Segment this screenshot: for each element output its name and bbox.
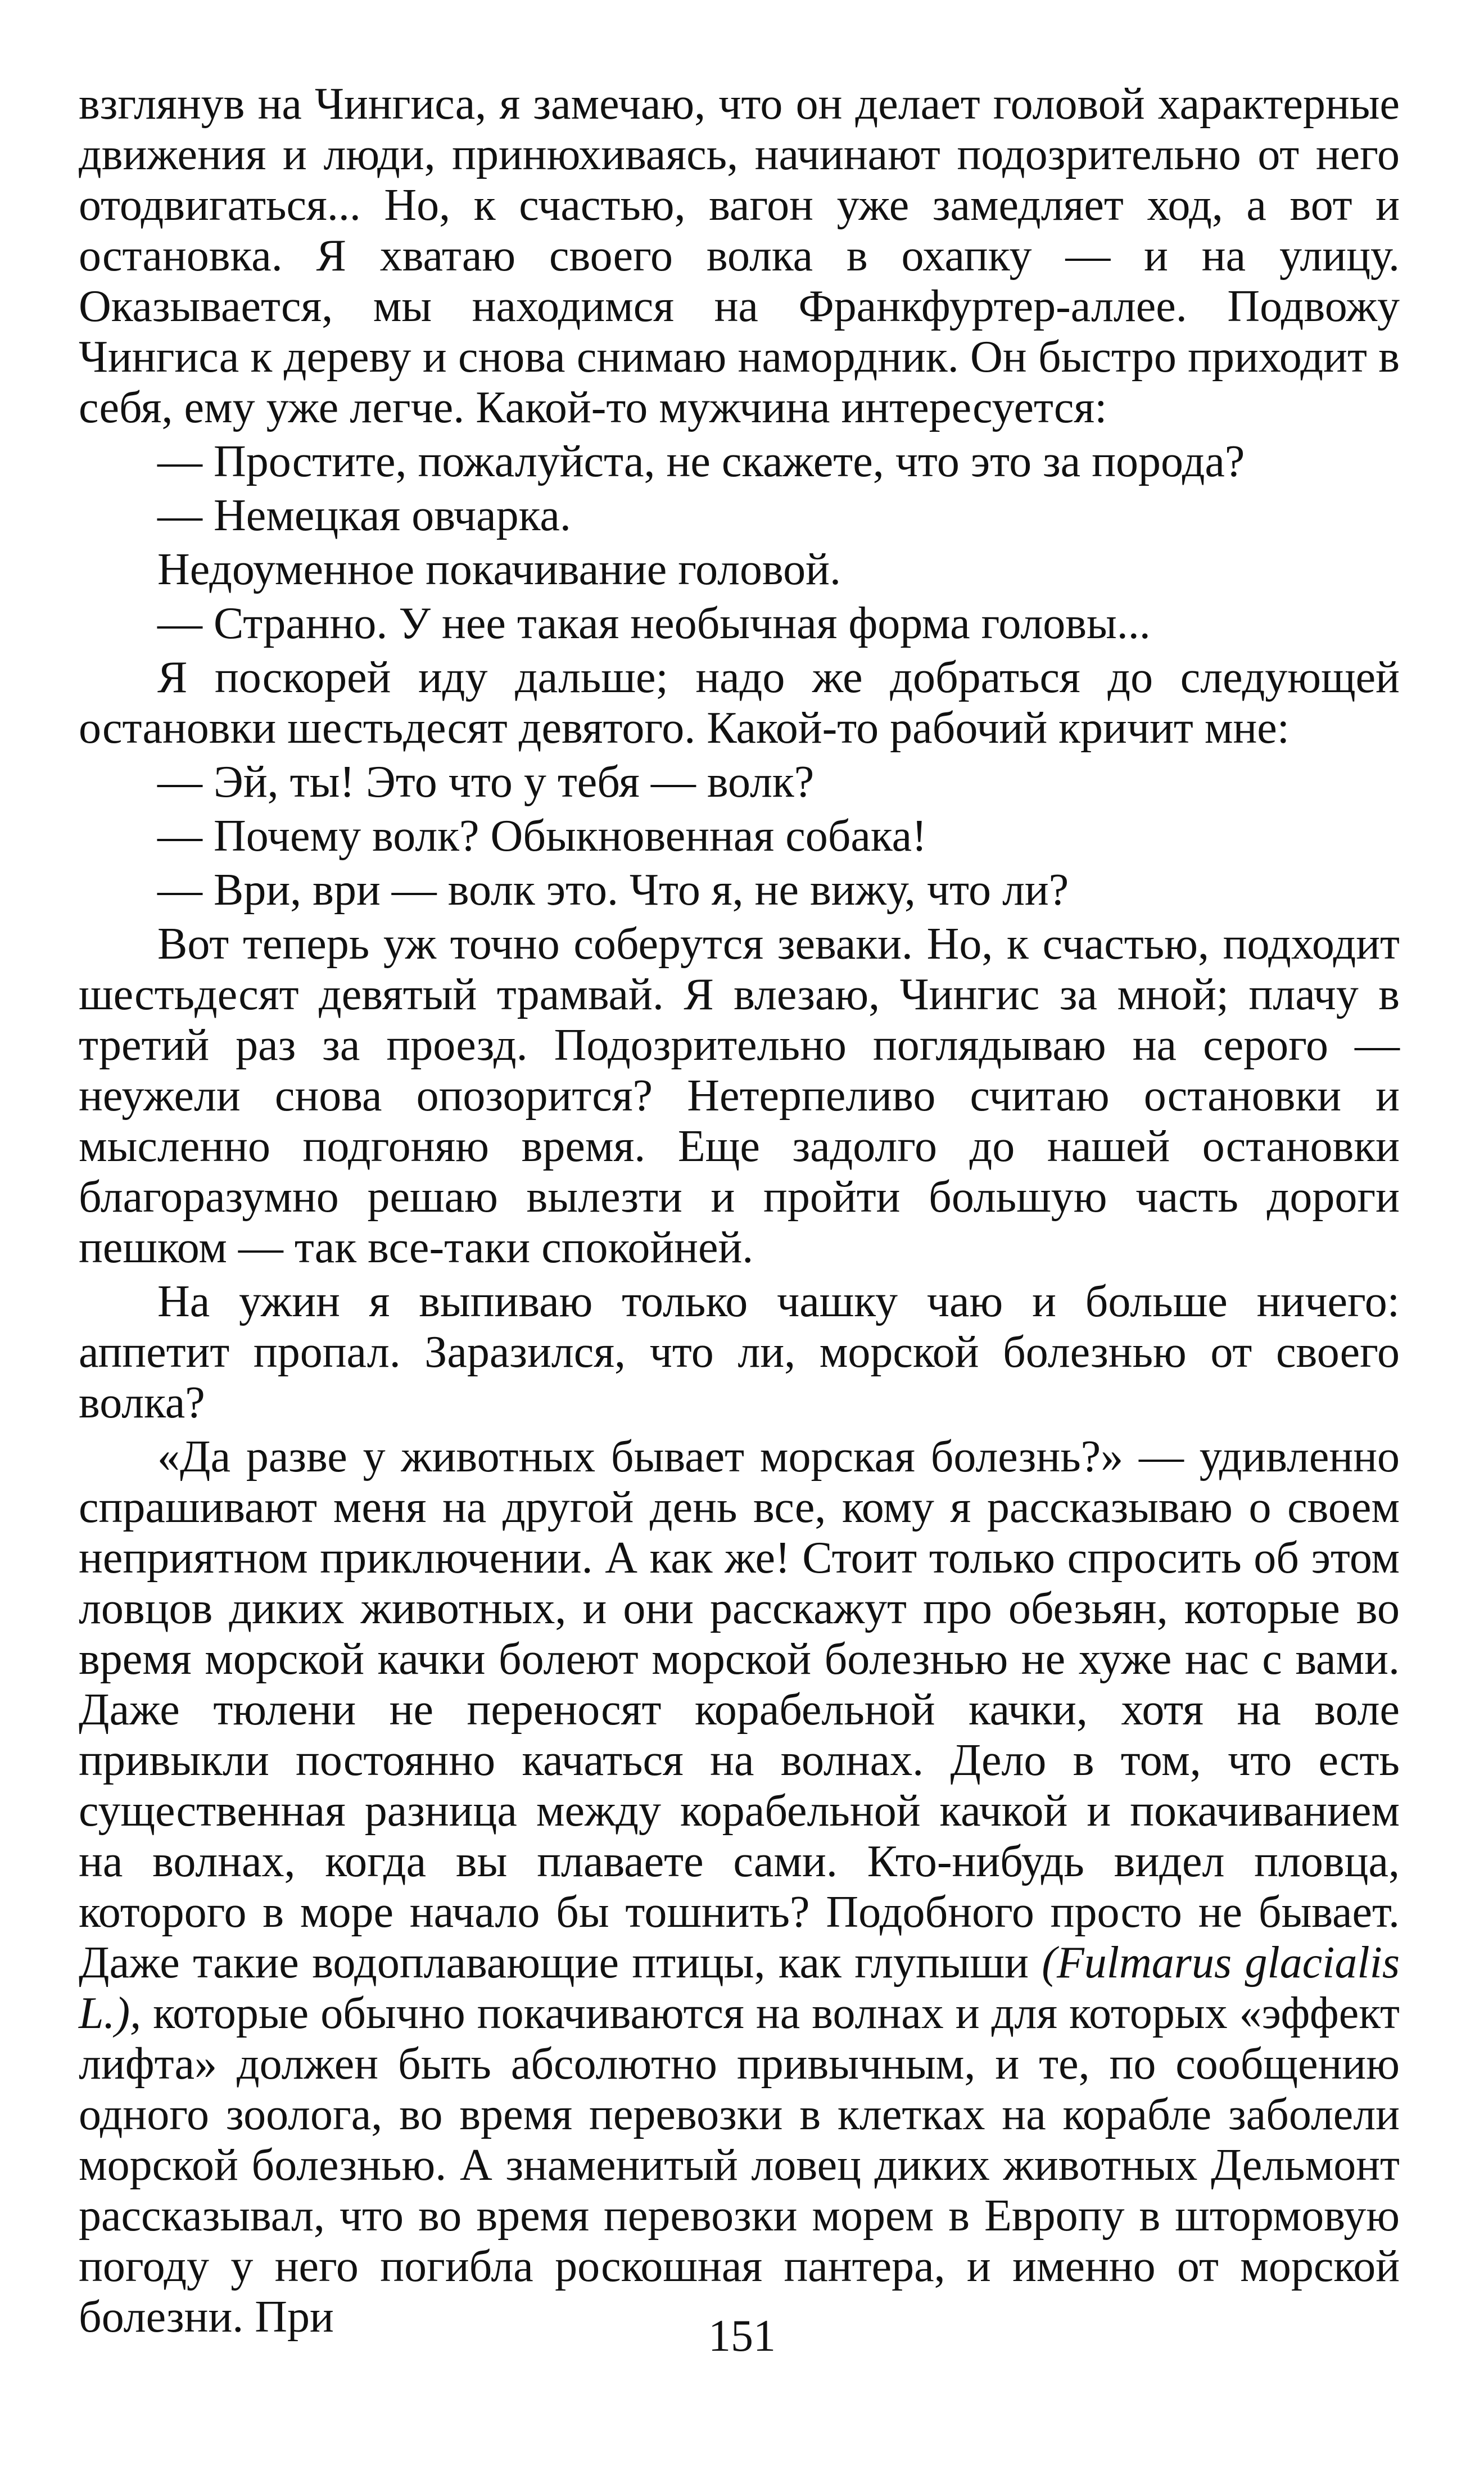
dialog-line-4: — Эй, ты! Это что у тебя — волк? — [157, 757, 815, 807]
dialog-line-3: — Странно. У нее такая необычная форма головы... — [157, 599, 1151, 648]
paragraph-4: На ужин я выпиваю только чашку чаю и больше ничего: аппетит пропал. Заразился, что ли, морской болезнью от своего волка? — [79, 1277, 1400, 1428]
narration-line: Недоуменное покачивание головой. — [157, 545, 841, 594]
latin-species-name: (Fulmarus glacialis L.), — [79, 1938, 1400, 2038]
paragraph-3: Вот теперь уж точно соберутся зеваки. Но, к счастью, подходит шестьдесят девятый трамвай. Я влезаю, Чингис за мной; плачу в третий раз за проезд. Подозрительно поглядываю на серого — неужели снова опозорится? Нетерпеливо считаю остановки и мысленно подгоняю время. Еще задолго до нашей остановки благоразумно решаю вылезти и пройти большую часть дороги пешком — так все-таки спокойней. — [79, 919, 1400, 1272]
page-number: 151 — [708, 2311, 776, 2361]
paragraph-1: взглянув на Чингиса, я замечаю, что он делает головой характерные движения и люди, принюхиваясь, начинают подозрительно от него отодвигаться... Но, к счастью, вагон уже замедляет ход, а вот и остановка. Я хватаю своего волка в охапку — и на улицу. Оказывается, мы находимся на Франкфуртер-аллее. Подвожу Чингиса к дереву и снова снимаю намордник. Он быстро приходит в себя, ему уже легче. Какой-то мужчина интересуется: — [79, 79, 1400, 432]
dialog-line-1: — Простите, пожалуйста, не скажете, что это за порода? — [157, 437, 1245, 486]
dialog-line-5: — Почему волк? Обыкновенная собака! — [157, 811, 927, 861]
paragraph-5-part-2: которые обычно покачиваются на волнах и для которых «эффект лифта» должен быть абсолютно привычным, и те, по сообщению одного зоолога, во время перевозки в клетках на корабле заболели морской болезнью. А знаменитый ловец диких животных Дельмонт рассказывал, что во время перевозки морем в Европу в штормовую погоду у него погибла роскошная пантера, и именно от морской болезни. При — [79, 1989, 1400, 2342]
paragraph-5 — [79, 1431, 1400, 2342]
dialog-line-6: — Ври, ври — волк это. Что я, не вижу, что ли? — [157, 865, 1069, 915]
page-text — [79, 79, 1400, 2346]
dialog-line-2: — Немецкая овчарка. — [157, 491, 571, 540]
paragraph-5-part-1: «Да разве у животных бывает морская болезнь?» — удивленно спрашивают меня на другой день все, кому я рассказываю о своем неприятном приключении. А как же! Стоит только спросить об этом ловцов диких животных, и они расскажут про обезьян, которые во время морской качки болеют морской болезнью не хуже нас с вами. Даже тюлени не переносят корабельной качки, хотя на воле привыкли постоянно качаться на волнах. Дело в том, что есть существенная разница между корабельной качкой и покачиванием на волнах, когда вы плаваете сами. Кто-нибудь видел пловца, которого в море начало бы тошнить? Подобного просто не бывает. Даже такие водоплавающие птицы, как глупыши — [79, 1432, 1400, 1988]
paragraph-2: Я поскорей иду дальше; надо же добраться до следующей остановки шестьдесят девятого. Какой-то рабочий кричит мне: — [79, 653, 1400, 753]
